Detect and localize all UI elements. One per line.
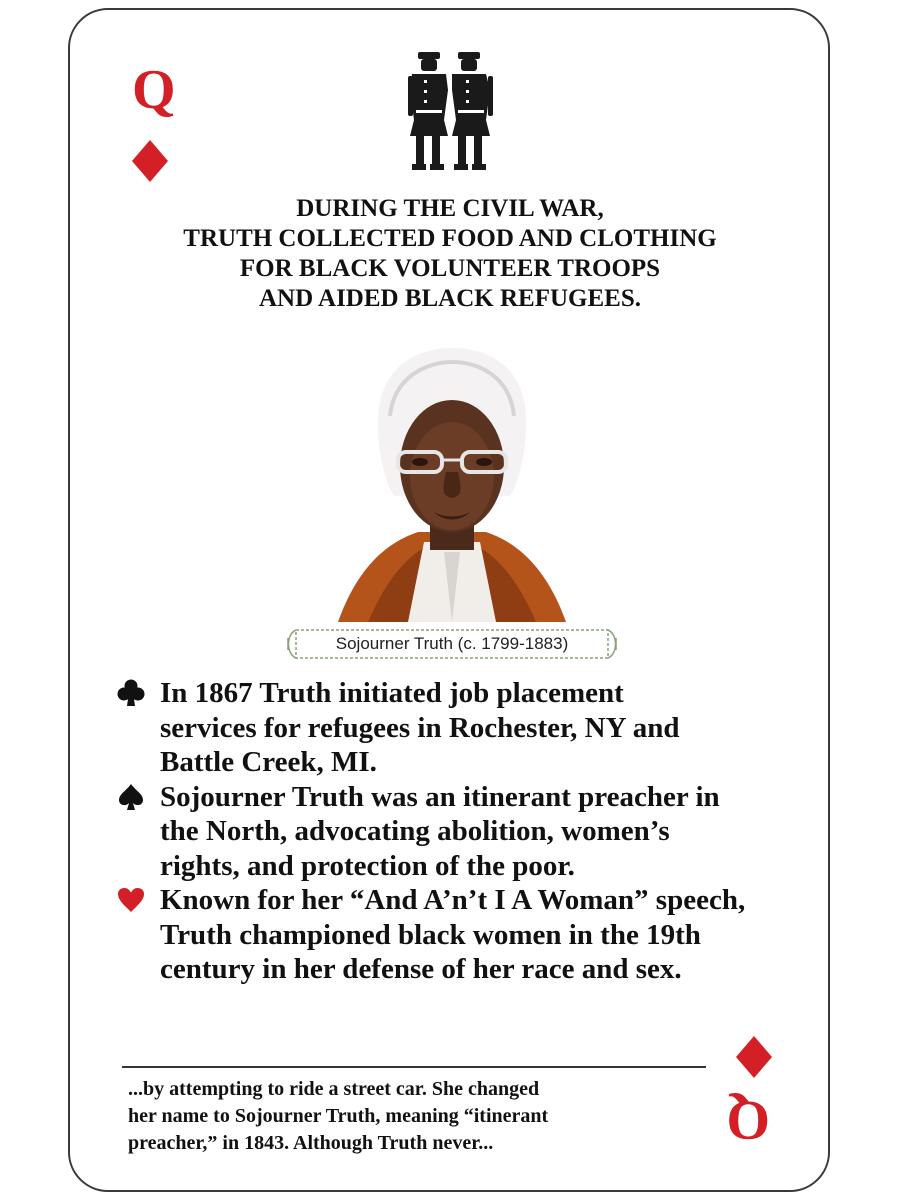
headline-line: FOR BLACK VOLUNTEER TROOPS [239,255,661,282]
fact-line: Known for her “And A’n’t I A Woman” speech, [160,884,746,916]
fact-line: the North, advocating abolition, women’s [160,815,670,847]
fact-line: Truth championed black women in the 19th [160,918,701,951]
headline-line: DURING THE CIVIL WAR, [296,195,604,222]
footnote [128,1076,718,1157]
footnote-line: ...by attempting to ride a street car. She changed [128,1078,540,1100]
fact-item [112,883,802,987]
card-rank-top: Q [132,59,176,121]
union-soldiers-icon [404,50,496,177]
portrait-caption [282,626,622,662]
diamond-icon [130,140,170,187]
diamond-icon [734,1036,774,1083]
card-rank-bottom: Q [726,1089,770,1151]
fact-line: century in her defense of her race and sex. [160,953,682,985]
footnote-line: her name to Sojourner Truth, meaning “itinerant [128,1105,549,1127]
fact-line: In 1867 Truth initiated job placement [160,677,624,709]
footnote-line: preacher,” in 1843. Although Truth never... [128,1132,494,1154]
portrait-image [338,346,566,627]
headline-line: AND AIDED BLACK REFUGEES. [258,285,641,312]
fact-item [112,780,802,884]
fact-line: Sojourner Truth was an itinerant preacher in [160,780,720,813]
caption-text: Sojourner Truth (c. 1799-1883) [335,634,569,653]
facts-list [112,676,802,987]
club-icon [116,678,146,708]
fact-line: Battle Creek, MI. [160,746,377,778]
spade-icon [116,782,146,812]
heart-icon [116,885,146,915]
headline [140,194,760,314]
fact-line: services for refugees in Rochester, NY and [160,711,680,744]
fact-line: rights, and protection of the poor. [160,849,575,882]
divider [122,1066,706,1068]
fact-item [112,676,802,780]
headline-line: TRUTH COLLECTED FOOD AND CLOTHING [183,225,717,252]
